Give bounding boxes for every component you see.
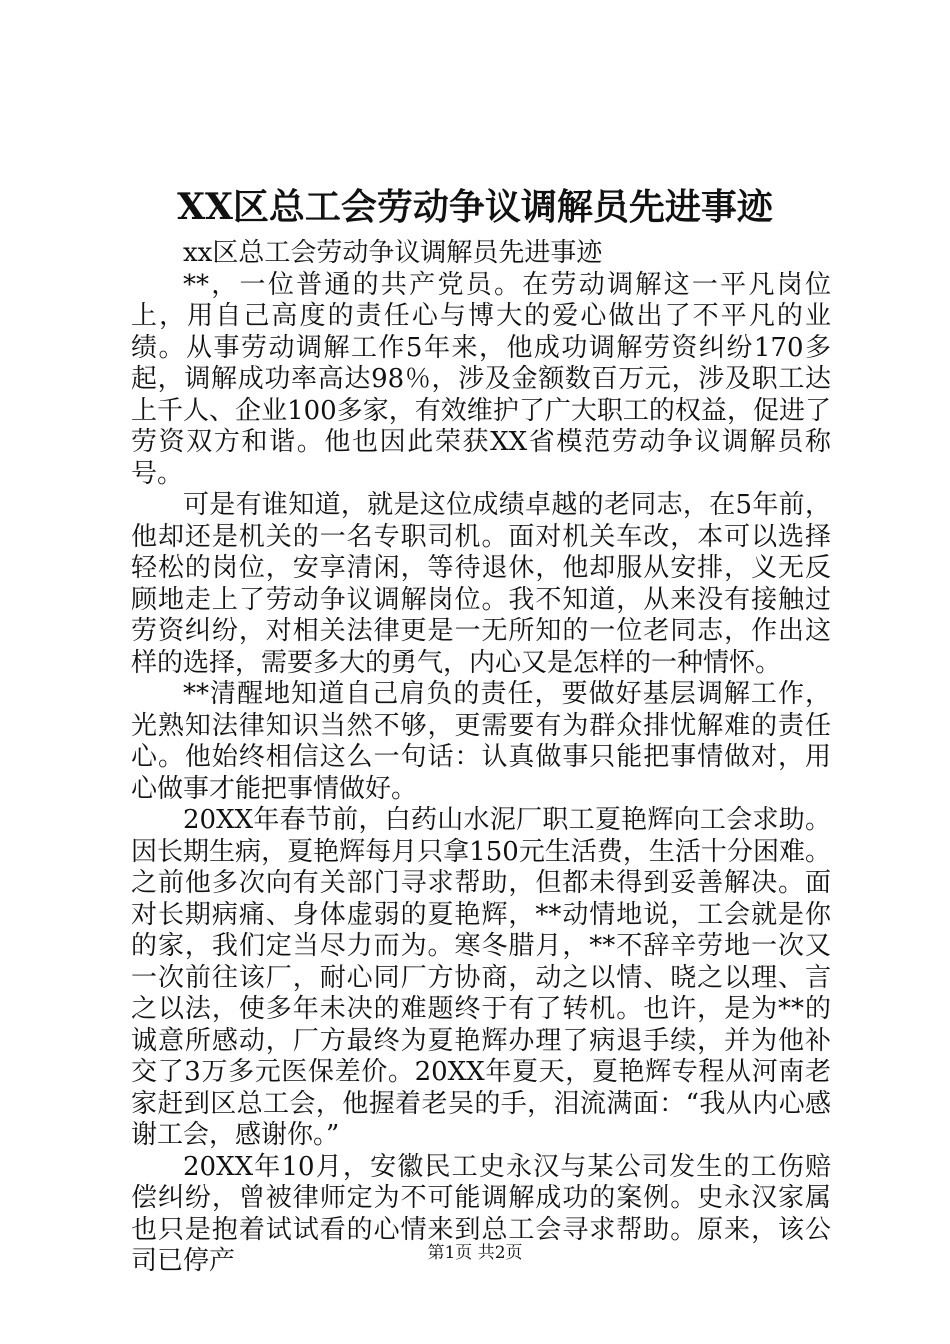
page-footer: 第1页 共2页 bbox=[427, 1243, 523, 1263]
paragraph: 可是有谁知道，就是这位成绩卓越的老同志，在5年前，他却还是机关的一名专职司机。面对机关车改，本可以选择轻松的岗位，安享清闲，等待退休，他却服从安排，义无反顾地走上了劳动争议调解岗位。我不知道，从来没有接触过劳资纠纷，对相关法律更是一无所知的一位老同志，作出这样的选择，需要多大的勇气，内心又是怎样的一种情怀。 bbox=[131, 490, 831, 678]
document-body bbox=[131, 238, 831, 1278]
paragraph: xx区总工会劳动争议调解员先进事迹 bbox=[183, 238, 603, 268]
document-title: XX区总工会劳动争议调解员先进事迹 bbox=[177, 186, 773, 228]
paragraph: 20XX年10月，安徽民工史永汉与某公司发生的工伤赔偿纠纷，曾被律师定为不可能调解成功的案例。史永汉家属也只是抱着试试看的心情来到总工会寻求帮助。原来，该公司已停产 bbox=[131, 1151, 831, 1276]
paragraph: 20XX年春节前，白药山水泥厂职工夏艳辉向工会求助。因长期生病，夏艳辉每月只拿150元生活费，生活十分困难。之前他多次向有关部门寻求帮助，但都未得到妥善解决。面对长期病痛、身体虚弱的夏艳辉，**动情地说，工会就是你的家，我们定当尽力而为。寒冬腊月，**不辞辛劳地一次又一次前往该厂，耐心同厂方协商，动之以情、晓之以理、言之以法，使多年未决的难题终于有了转机。也许，是为**的诚意所感动，厂方最终为夏艳辉办理了病退手续，并为他补交了3万多元医保差价。20XX年夏天，夏艳辉专程从河南老家赶到区总工会，他握着老吴的手，泪流满面：“我从内心感谢工会，感谢你。” bbox=[131, 805, 831, 1150]
paragraph: **清醒地知道自己肩负的责任，要做好基层调解工作，光熟知法律知识当然不够，更需要有为群众排忧解难的责任心。他始终相信这么一句话：认真做事只能把事情做对，用心做事才能把事情做好。 bbox=[131, 679, 831, 804]
paragraph: **，一位普通的共产党员。在劳动调解这一平凡岗位上，用自己高度的责任心与博大的爱心做出了不平凡的业绩。从事劳动调解工作5年来，他成功调解劳资纠纷170多起，调解成功率高达98％，涉及金额数百万元，涉及职工达上千人、企业100多家，有效维护了广大职工的权益，促进了劳资双方和谐。他也因此荣获XX省模范劳动争议调解员称号。 bbox=[131, 269, 831, 489]
